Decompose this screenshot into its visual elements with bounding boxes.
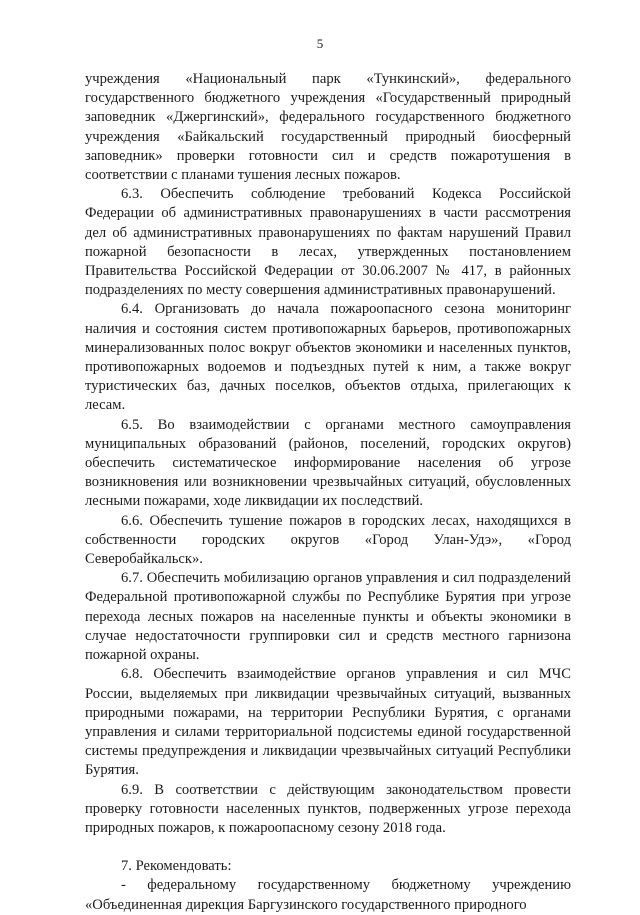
paragraph-6-9: 6.9. В соответствии с действующим законодательством провести проверку готовности населенных пунктов, подверженных угрозе перехода природных пожаров, к пожароопасному сезону 2018 года. xyxy=(85,781,571,836)
paragraph-6-3: 6.3. Обеспечить соблюдение требований Кодекса Российской Федерации об административных правонарушениях в части рассмотрения дел об административных правонарушениях по фактам нарушений Правил пожарной безопасности в лесах, утвержденных постановлением Правительства Российской Федерации от 30.06.2007 № 417, в районных подразделениях по месту совершения административных правонарушений. xyxy=(85,186,571,299)
paragraph-6-6: 6.6. Обеспечить тушение пожаров в городских лесах, находящихся в собственности городских округов «Город Улан-Удэ», «Город Северобайкальск». xyxy=(85,512,571,568)
paragraph-7-item: - федеральному государственному бюджетному учреждению «Объединенная дирекция Баргузинского государственного природного xyxy=(85,877,571,913)
document-body xyxy=(85,70,571,915)
paragraph-6-7: 6.7. Обеспечить мобилизацию органов управления и сил подразделений Федеральной противопожарной службы по Республике Бурятия при угрозе перехода лесных пожаров на населенные пункты и объекты экономики в случае недостаточности группировки сил и средств местного гарнизона пожарной охраны. xyxy=(85,570,571,664)
page-number: 5 xyxy=(316,36,324,51)
paragraph-6-5: 6.5. Во взаимодействии с органами местного самоуправления муниципальных образований (районов, поселений, городских округов) обеспечить систематическое информирование населения об угрозе возникновения или возникновении чрезвычайных ситуаций, обусловленных лесными пожарами, ходе ликвидации их последствий. xyxy=(85,416,571,510)
paragraph-6-4: 6.4. Организовать до начала пожароопасного сезона мониторинг наличия и состояния систем противопожарных барьеров, противопожарных минерализованных полос вокруг объектов экономики и населенных пунктов, противопожарных водоемов и подъездных путей к ним, а также вокруг туристических баз, дачных поселков, объектов отдыха, прилегающих к лесам. xyxy=(85,301,571,414)
paragraph-7-heading: 7. Рекомендовать: xyxy=(121,858,232,875)
paragraph-6-8: 6.8. Обеспечить взаимодействие органов управления и сил МЧС России, выделяемых при ликвидации чрезвычайных ситуаций, вызванных природными пожарами, на территории Республики Бурятия, с органами управления и силами территориальной подсистемы единой государственной системы предупреждения и ликвидации чрезвычайных ситуаций Республики Бурятия. xyxy=(85,666,571,779)
paragraph-continuation: учреждения «Национальный парк «Тункинский», федерального государственного бюджетного учреждения «Государственный природный заповедник «Джергинский», федерального государственного бюджетного учреждения «Байкальский государственный природный биосферный заповедник» проверки готовности сил и средств пожаротушения в соответствии с планами тушения лесных пожаров. xyxy=(85,71,571,184)
